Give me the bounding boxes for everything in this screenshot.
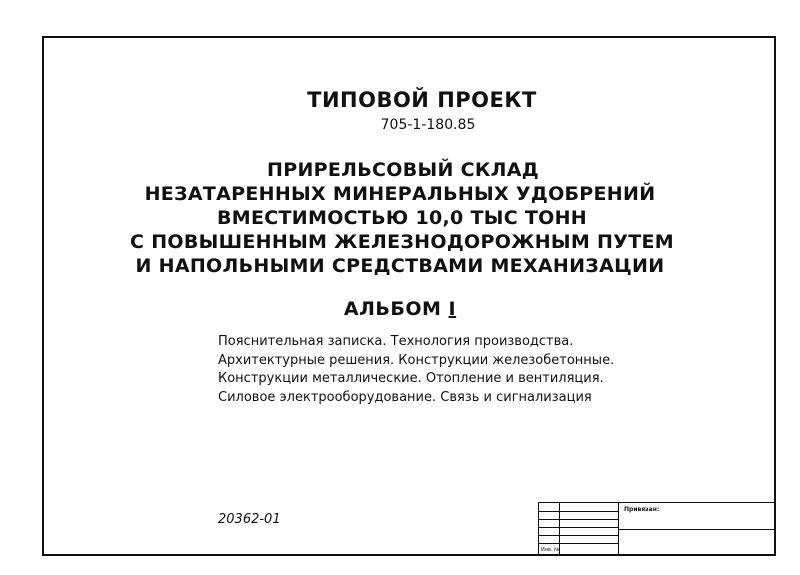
stamp-binding-area: [619, 503, 774, 554]
stamp-grid-row: [539, 543, 618, 544]
title-line-2: НЕЗАТАРЕННЫХ МИНЕРАЛЬНЫХ УДОБРЕНИЙ: [144, 183, 656, 205]
album-heading: [0, 298, 800, 320]
album-contents: [218, 333, 614, 407]
project-title: [0, 158, 800, 278]
stamp-grid-row: [539, 527, 618, 528]
contents-line-2: Архитектурные решения. Конструкции железобетонные.: [218, 352, 615, 368]
binding-stamp-table: [538, 502, 774, 554]
title-line-1: ПРИРЕЛЬСОВЫЙ СКЛАД: [267, 159, 539, 181]
project-number: 705-1-180.85: [380, 117, 476, 133]
contents-line-4: Силовое электрооборудование. Связь и сигнализация: [218, 389, 592, 405]
stamp-binding-label: Привязан:: [624, 506, 660, 513]
stamp-grid: [539, 503, 619, 554]
document-type-heading: ТИПОВОЙ ПРОЕКТ: [307, 88, 537, 112]
contents-line-1: Пояснительная записка. Технология производства.: [218, 334, 574, 349]
stamp-grid-row: [539, 511, 618, 512]
album-number: I: [448, 298, 457, 320]
album-label: АЛЬБОМ: [343, 298, 442, 320]
title-line-4: С ПОВЫШЕННЫМ ЖЕЛЕЗНОДОРОЖНЫМ ПУТЕМ: [130, 231, 674, 253]
title-line-5: И НАПОЛЬНЫМИ СРЕДСТВАМИ МЕХАНИЗАЦИИ: [135, 255, 665, 277]
stamp-inventory-label: Инв. №: [541, 547, 560, 553]
stamp-divider: [619, 529, 774, 530]
drawing-frame: [42, 36, 776, 556]
inventory-number: 20362-01: [218, 512, 281, 527]
stamp-grid-row: [539, 535, 618, 536]
contents-line-3: Конструкции металлические. Отопление и вентиляция.: [218, 371, 604, 386]
title-line-3: ВМЕСТИМОСТЬЮ 10,0 ТЫС ТОНН: [217, 207, 587, 229]
stamp-grid-row: [539, 519, 618, 520]
